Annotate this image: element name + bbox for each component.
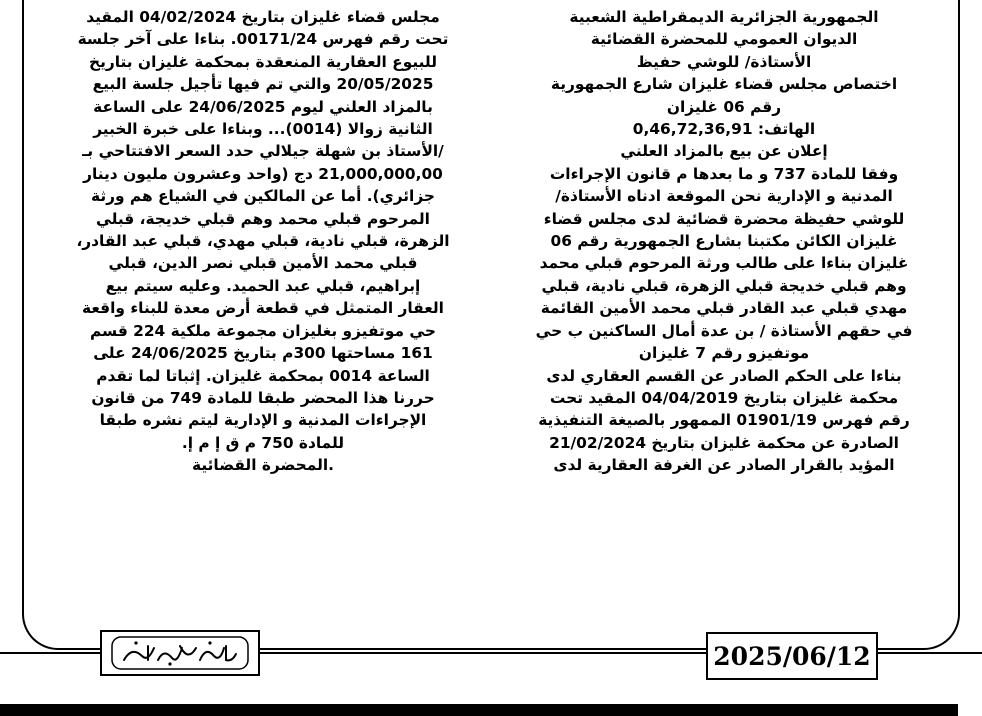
body-line: الزهرة، قبلي نادية، قبلي مهدي، قبلي عبد القادر، xyxy=(76,232,450,251)
header-line: الهاتف: 0,46,72,36,91 xyxy=(632,120,816,139)
body-line: /الأستاذ بن شهلة جيلالي حدد السعر الافتتاحي بـ xyxy=(82,142,444,161)
body-line: في حقهم الأستاذة / بن عدة أمال الساكنين ب حي xyxy=(535,321,913,340)
body-line: العقار المتمثل في قطعة أرض معدة للبناء واقعة xyxy=(82,299,444,318)
body-line: غليزان الكائن مكتبنا بشارع الجمهورية رقم 06 xyxy=(550,232,898,251)
signature-line: .المحضرة القضائية xyxy=(192,456,334,475)
body-line: بناءا على الحكم الصادر عن القسم العقاري لدى xyxy=(546,366,902,385)
header-line: الأستاذة/ للوشي حفيظ xyxy=(636,52,812,71)
body-line: 20/05/2025 والتي تم فيها تأجيل جلسة البيع xyxy=(92,75,434,94)
header-line: الجمهورية الجزائرية الديمقراطية الشعبية xyxy=(569,8,879,26)
body-line: غليزان بناءا على طالب ورثة المرحوم قبلي محمد xyxy=(539,254,909,273)
body-line: المؤيد بالقرار الصادر عن الغرفة العقارية لدى xyxy=(553,456,895,475)
notice-title: إعلان عن بيع بالمزاد العلني xyxy=(620,142,828,161)
newspaper-logo-icon xyxy=(110,634,250,672)
body-line: حررنا هذا المحضر طبقا للمادة 749 من قانون xyxy=(91,388,435,407)
body-line: الساعة 0014 بمحكمة غليزان. إثباتا لما تقدم xyxy=(96,366,430,385)
body-line: تحت رقم فهرس 00171/24. بناءا على آخر جلسة xyxy=(77,30,449,49)
notice-right-column xyxy=(506,6,942,477)
footer-rule xyxy=(878,652,982,654)
header-line: الديوان العمومي للمحضرة القضائية xyxy=(590,30,858,49)
footer-rule xyxy=(0,652,100,654)
body-line: الإجراءات المدنية و الإدارية ليتم نشره طبقا xyxy=(99,411,427,430)
notice-left-column xyxy=(38,6,488,477)
body-line: رقم فهرس 01901/19 الممهور بالصيغة التنفيذية xyxy=(538,411,910,430)
header-line: رقم 06 غليزان xyxy=(666,97,782,116)
body-line: مهدي قبلي عبد القادر قبلي محمد الأمين القائمة xyxy=(540,299,908,318)
header-line: اختصاص مجلس قضاء غليزان شارع الجمهورية xyxy=(550,75,898,94)
body-line: موتفيزو رقم 7 غليزان xyxy=(638,344,810,363)
newspaper-logo xyxy=(100,630,260,676)
footer-rule xyxy=(260,652,706,654)
body-line: للمادة 750 م ق إ م إ. xyxy=(181,433,345,452)
body-line: إبراهيم، قبلي عبد الحميد. وعليه سيتم بيع xyxy=(105,276,421,295)
body-line: المدنية و الإدارية نحن الموقعة ادناه الأستاذة/ xyxy=(555,187,893,206)
body-line: محكمة غليزان بتاريخ 04/04/2019 المقيد تحت xyxy=(549,388,899,407)
body-line: المرحوم قبلي محمد وهم قبلي خديجة، قبلي xyxy=(96,209,430,228)
body-line: الصادرة عن محكمة غليزان بتاريخ 21/02/2024 xyxy=(549,433,899,452)
footer-bar xyxy=(0,704,958,716)
body-line: للوشي حفيظة محضرة قضائية لدى مجلس قضاء xyxy=(543,209,905,228)
body-line: بالمزاد العلني ليوم 24/06/2025 على الساعة xyxy=(93,97,433,116)
body-line: مجلس قضاء غليزان بتاريخ 04/02/2024 المقيد xyxy=(86,8,440,26)
body-line: وهم قبلي خديجة قبلي الزهرة، قبلي نادية، قبلي xyxy=(541,276,907,295)
body-line: 161 مساحتها 300م بتاريخ 24/06/2025 على xyxy=(93,344,433,363)
body-line: حي موتفيزو بغليزان مجموعة ملكية 224 قسم xyxy=(89,321,437,340)
body-line: قبلي محمد الأمين قبلي نصر الدين، قبلي xyxy=(108,254,418,273)
body-line: 21,000,000,00 دج (واحد وعشرون مليون دينار xyxy=(83,164,443,183)
body-line: الثانية زوالا (0014)... وبناءا على خبرة الخبير xyxy=(93,120,433,139)
body-line: وفقا للمادة 737 و ما بعدها م قانون الإجراءات xyxy=(549,164,899,183)
body-line: جزائري). أما عن المالكين في الشياع هم ورثة xyxy=(91,187,435,206)
publication-date: 2025/06/12 xyxy=(706,632,878,680)
body-line: للبيوع العقارية المنعقدة بمحكمة غليزان بتاريخ xyxy=(89,52,437,71)
